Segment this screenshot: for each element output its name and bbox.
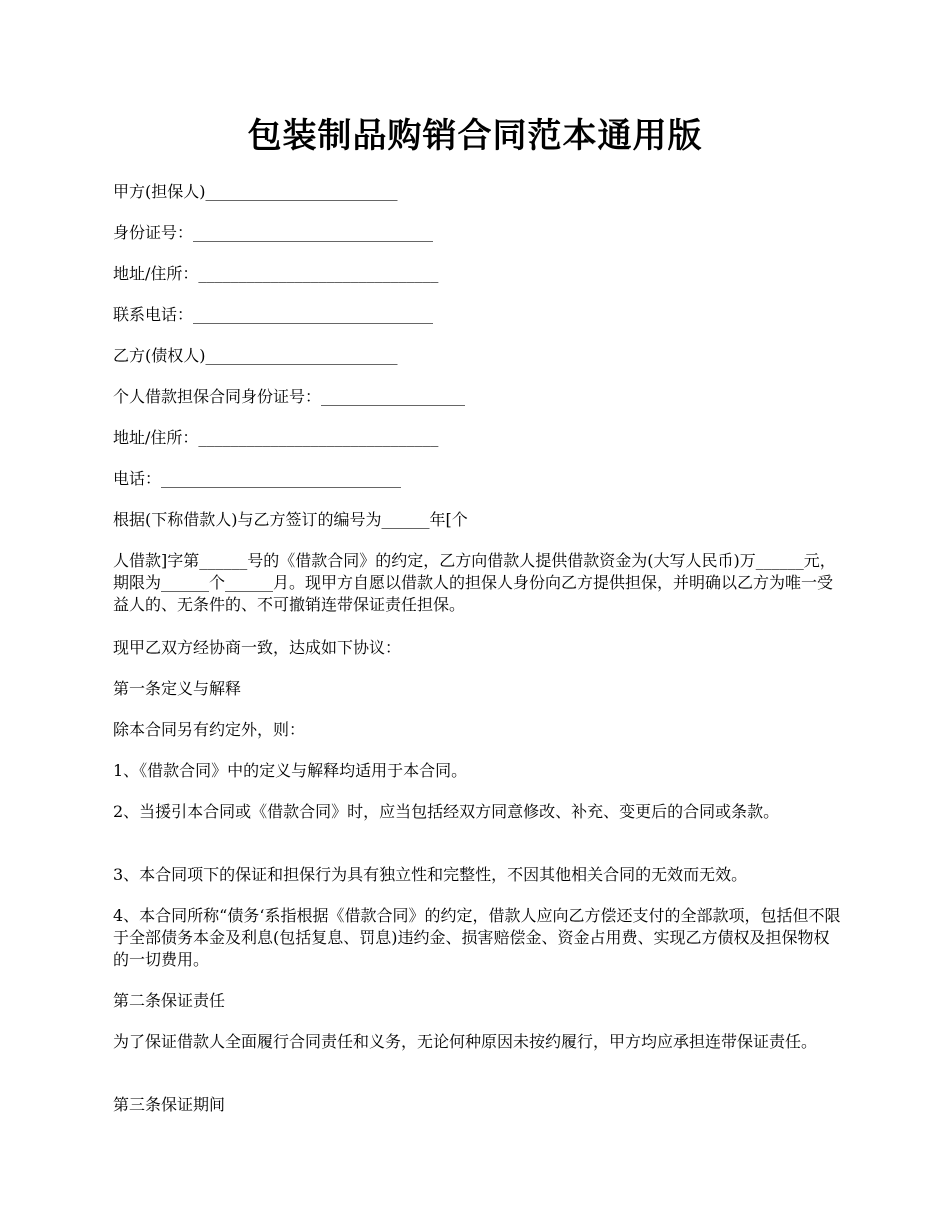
guarantee-id-line: 个人借款担保合同身份证号：__________________ (113, 387, 466, 406)
article-2-body: 为了保证借款人全面履行合同责任和义务，无论何种原因未按约履行，甲方均应承担连带保证责任。 (113, 1032, 818, 1051)
party-a-line: 甲方(担保人)________________________ (113, 182, 398, 201)
article-1-item-4: 4、本合同所称“债务‘系指根据《借款合同》的约定，借款人应向乙方偿还支付的全部款项，包括但不限于全部债务本金及利息(包括复息、罚息)违约金、损害赔偿金、资金占用费、实现乙方债权及担保物权的一切费用。 (113, 906, 841, 969)
article-1-item-2: 2、当援引本合同或《借款合同》时，应当包括经双方同意修改、补充、变更后的合同或条款。 (113, 802, 780, 821)
id-number-line: 身份证号：______________________________ (113, 223, 434, 242)
phone-line-b: 电话：______________________________ (113, 469, 402, 488)
article-1-item-3: 3、本合同项下的保证和担保行为具有独立性和完整性，不因其他相关合同的无效而无效。 (113, 865, 748, 884)
address-line: 地址/住所：______________________________ (113, 264, 439, 283)
phone-line: 联系电话：______________________________ (113, 305, 434, 324)
document-title: 包装制品购销合同范本通用版 (247, 116, 703, 156)
loan-paragraph: 人借款]字第______号的《借款合同》的约定，乙方向借款人提供借款资金为(大写人民币)万______元，期限为______个______月。现甲方自愿以借款人的担保人身份向乙方提供担保，并明确以乙方为唯一受益人的、无条件的、不可撤销连带保证责任担保。 (113, 551, 836, 614)
article-1-heading: 第一条定义与解释 (113, 679, 242, 698)
article-1-item-1: 1、《借款合同》中的定义与解释均适用于本合同。 (113, 761, 468, 780)
party-b-line: 乙方(债权人)________________________ (113, 346, 398, 365)
basis-paragraph: 根据(下称借款人)与乙方签订的编号为______年[个 (113, 510, 468, 529)
address-line-b: 地址/住所：______________________________ (113, 428, 439, 447)
article-3-heading: 第三条保证期间 (113, 1095, 226, 1114)
agreement-intro: 现甲乙双方经协商一致，达成如下协议： (113, 638, 402, 657)
article-1-intro: 除本合同另有约定外，则： (113, 720, 306, 739)
article-2-heading: 第二条保证责任 (113, 991, 226, 1010)
